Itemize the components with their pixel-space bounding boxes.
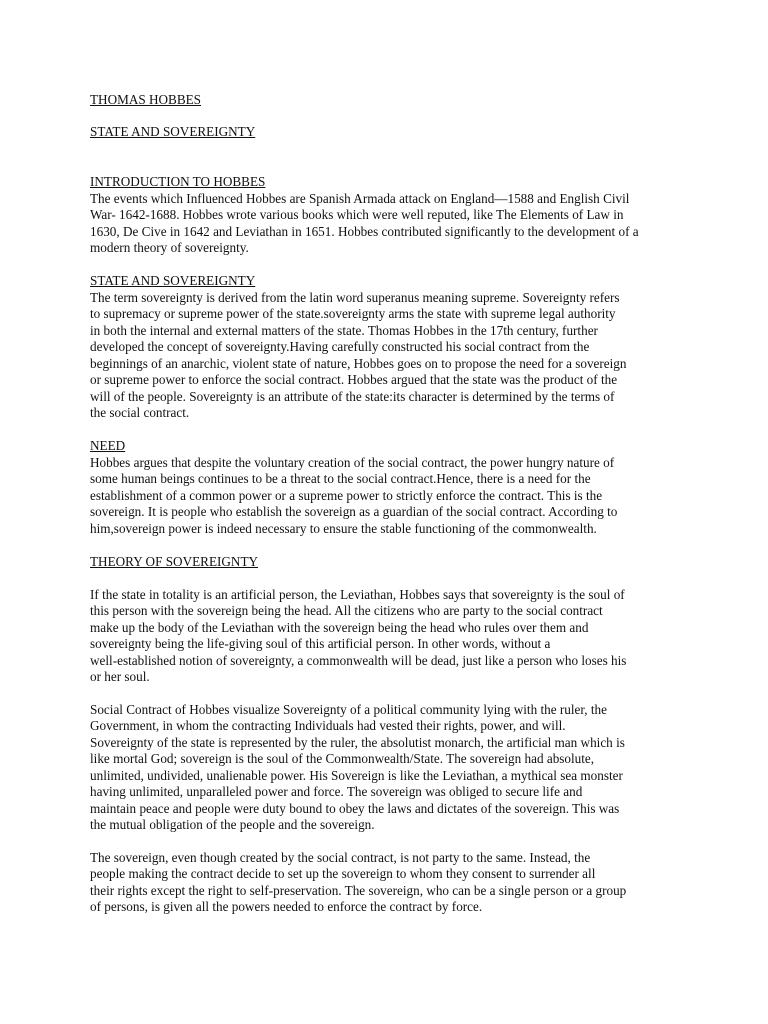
text-line: If the state in totality is an artificial person, the Leviathan, Hobbes says that sovereignty is the soul of [90,586,625,602]
text-line: unlimited, undivided, unalienable power. His Sovereign is like the Leviathan, a mythical sea monster [90,767,623,783]
text-line: to supremacy or supreme power of the state.sovereignty arms the state with supreme legal authority [90,306,616,321]
text-line: or her soul. [90,669,150,684]
text-line: of persons, is given all the powers needed to enforce the contract by force. [90,899,483,914]
text-line: people making the contract decide to set up the sovereign to whom they consent to surrender all [90,866,596,881]
text-line: sovereign. It is people who establish the sovereign as a guardian of the social contract. According to [90,504,618,519]
paragraph [90,455,617,538]
text-line: Hobbes argues that despite the voluntary creation of the social contract, the power hungry nature of [90,454,615,470]
paragraph [90,191,639,257]
text-line: establishment of a common power or a supreme power to strictly enforce the contract. This is the [90,487,603,503]
section-theory-of-sovereignty [90,554,626,916]
text-line: make up the body of the Leviathan with the sovereign being the head who rules over them and [90,619,589,635]
text-line: like mortal God; sovereign is the soul of the Commonwealth/State. The sovereign had absolute, [90,751,595,766]
text-line: him,sovereign power is indeed necessary to ensure the stable functioning of the commonwealth. [90,520,597,536]
section-need [90,438,617,537]
paragraph [90,702,626,834]
document-subtitle: STATE AND SOVEREIGNTY [90,124,256,139]
section-heading: THEORY OF SOVEREIGNTY [90,554,259,569]
section-heading: NEED [90,438,126,453]
text-line: beginnings of an anarchic, violent state of nature, Hobbes goes on to propose the need for a sovereign [90,355,627,371]
text-line: The events which Influenced Hobbes are Spanish Armada attack on England—1588 and English Civil [90,190,630,206]
text-line: Sovereignty of the state is represented by the ruler, the absolutist monarch, the artificial man which is [90,734,625,750]
text-line: developed the concept of sovereignty.Having carefully constructed his social contract from the [90,339,590,354]
text-line: Social Contract of Hobbes visualize Sovereignty of a political community lying with the ruler, the [90,701,607,717]
text-line: 1630, De Cive in 1642 and Leviathan in 1651. Hobbes contributed significantly to the development of a [90,223,639,239]
text-line: maintain peace and people were duty bound to obey the laws and dictates of the sovereign. This was [90,800,620,816]
text-line: well-established notion of sovereignty, a commonwealth will be dead, just like a person who loses his [90,652,627,668]
section-heading: STATE AND SOVEREIGNTY [90,273,256,288]
paragraph [90,290,627,422]
text-line: having unlimited, unparalleled power and force. The sovereign was obliged to secure life and [90,784,583,799]
text-line: or supreme power to enforce the social contract. Hobbes argued that the state was the product of the [90,372,618,387]
text-line: some human beings continues to be a threat to the social contract.Hence, there is a need for the [90,471,591,486]
text-line: the social contract. [90,405,190,420]
section-heading: INTRODUCTION TO HOBBES [90,174,266,189]
section-state-and-sovereignty [90,273,627,422]
text-line: Government, in whom the contracting Individuals had vested their rights, power, and will. [90,718,566,733]
text-line: sovereignty being the life-giving soul of this artificial person. In other words, without a [90,636,551,651]
text-line: The term sovereignty is derived from the latin word superanus meaning supreme. Sovereignty refers [90,289,620,305]
text-line: War- 1642-1688. Hobbes wrote various books which were well reputed, like The Elements of Law in [90,207,624,222]
text-line: in both the internal and external matters of the state. Thomas Hobbes in the 17th century, further [90,322,598,338]
text-line: will of the people. Sovereignty is an attribute of the state:its character is determined by the terms of [90,388,615,404]
text-line: the mutual obligation of the people and the sovereign. [90,817,375,832]
paragraph [90,587,626,686]
document-title: THOMAS HOBBES [90,92,202,107]
text-line: The sovereign, even though created by the social contract, is not party to the same. Instead, the [90,849,591,865]
text-line: this person with the sovereign being the head. All the citizens who are party to the social contract [90,603,603,618]
section-introduction [90,174,639,257]
text-line: modern theory of sovereignty. [90,240,249,255]
paragraph [90,850,626,916]
text-line: their rights except the right to self-preservation. The sovereign, who can be a single person or a group [90,882,627,898]
